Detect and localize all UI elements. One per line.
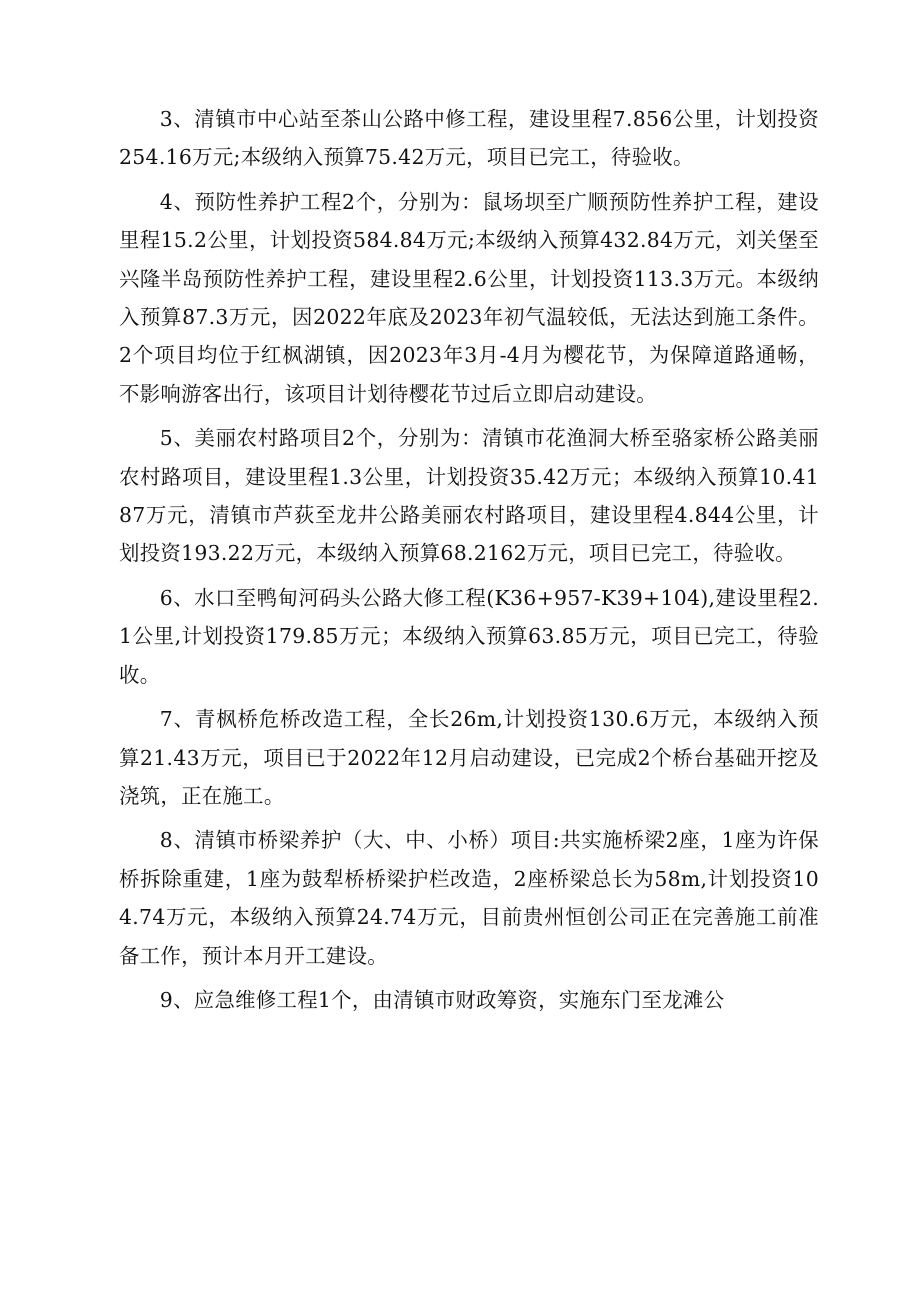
document-body bbox=[119, 100, 819, 1025]
paragraph-item-4: 4、预防性养护工程2个，分别为：鼠场坝至广顺预防性养护工程，建设里程15.2公里，计划投资584.84万元;本级纳入预算432.84万元，刘关堡至兴隆半岛预防性养护工程，建设里程2.6公里，计划投资113.3万元。本级纳入预算87.3万元，因2022年底及2023年初气温较低，无法达到施工条件。2个项目均位于红枫湖镇，因2023年3月-4月为樱花节，为保障道路通畅，不影响游客出行，该项目计划待樱花节过后立即启动建设。 bbox=[119, 189, 819, 406]
paragraph-item-8: 8、清镇市桥梁养护（大、中、小桥）项目:共实施桥梁2座，1座为许保桥拆除重建，1座为鼓犁桥桥梁护栏改造，2座桥梁总长为58m,计划投资104.74万元，本级纳入预算24.74万元，目前贵州恒创公司正在完善施工前准备工作，预计本月开工建设。 bbox=[119, 828, 819, 968]
paragraph-item-9: 9、应急维修工程1个，由清镇市财政筹资，实施东门至龙滩公 bbox=[159, 987, 725, 1012]
paragraph-item-5: 5、美丽农村路项目2个，分别为：清镇市花渔洞大桥至骆家桥公路美丽农村路项目，建设里程1.3公里，计划投资35.42万元；本级纳入预算10.4187万元，清镇市芦荻至龙井公路美丽农村路项目，建设里程4.844公里，计划投资193.22万元，本级纳入预算68.2162万元，项目已完工，待验收。 bbox=[119, 426, 819, 566]
paragraph-item-6: 6、水口至鸭甸河码头公路大修工程(K36+957-K39+104),建设里程2.1公里,计划投资179.85万元；本级纳入预算63.85万元，项目已完工，待验收。 bbox=[119, 585, 819, 687]
paragraph-item-7: 7、青枫桥危桥改造工程，全长26m,计划投资130.6万元，本级纳入预算21.43万元，项目已于2022年12月启动建设，已完成2个桥台基础开挖及浇筑，正在施工。 bbox=[119, 707, 819, 808]
paragraph-item-3: 3、清镇市中心站至茶山公路中修工程，建设里程7.856公里，计划投资254.16万元;本级纳入预算75.42万元，项目已完工，待验收。 bbox=[119, 107, 819, 170]
